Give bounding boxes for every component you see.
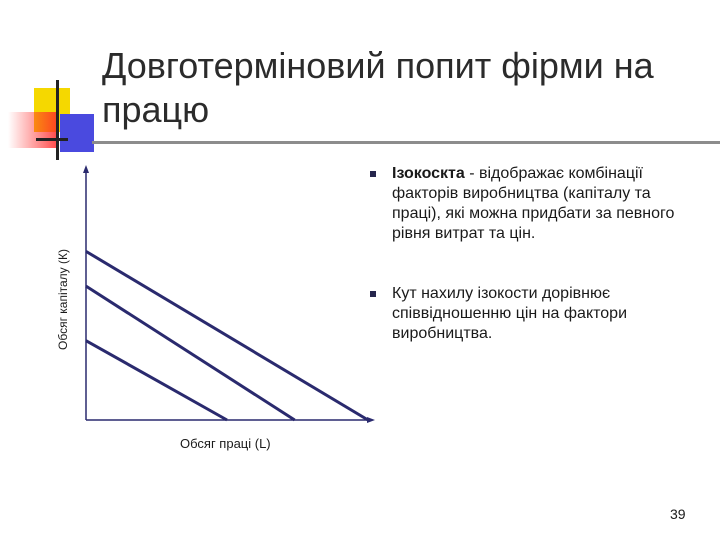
isocost-line-3 [86,341,227,420]
isocost-lines [86,251,368,420]
bullet-slope [378,284,678,344]
bullet-marker [370,171,376,177]
x-axis-label: Обсяг праці (L) [180,436,271,451]
bullet-body: Кут нахилу ізокости дорівнює співвідношенню цін на фактори виробництва. [392,285,627,342]
y-axis-arrow [83,165,89,173]
bullet-body: - відображає комбінації факторів виробництва (капіталу та праці), які можна придбати за певного рівня витрат та цін. [392,165,675,242]
bullet-term: Ізокоскта [392,165,465,182]
y-axis-label: Обсяг капіталу (К) [56,249,70,350]
slide-title: Довготерміновий попит фірми на працю [102,45,654,130]
page-number: 39 [670,506,686,522]
bullet-isocost-definition [378,164,678,244]
isocost-line-1 [86,251,368,420]
bullet-marker [370,291,376,297]
bullet-text [378,164,678,244]
axes [83,165,375,423]
bullet-text [378,284,678,344]
x-axis-arrow [367,417,375,423]
